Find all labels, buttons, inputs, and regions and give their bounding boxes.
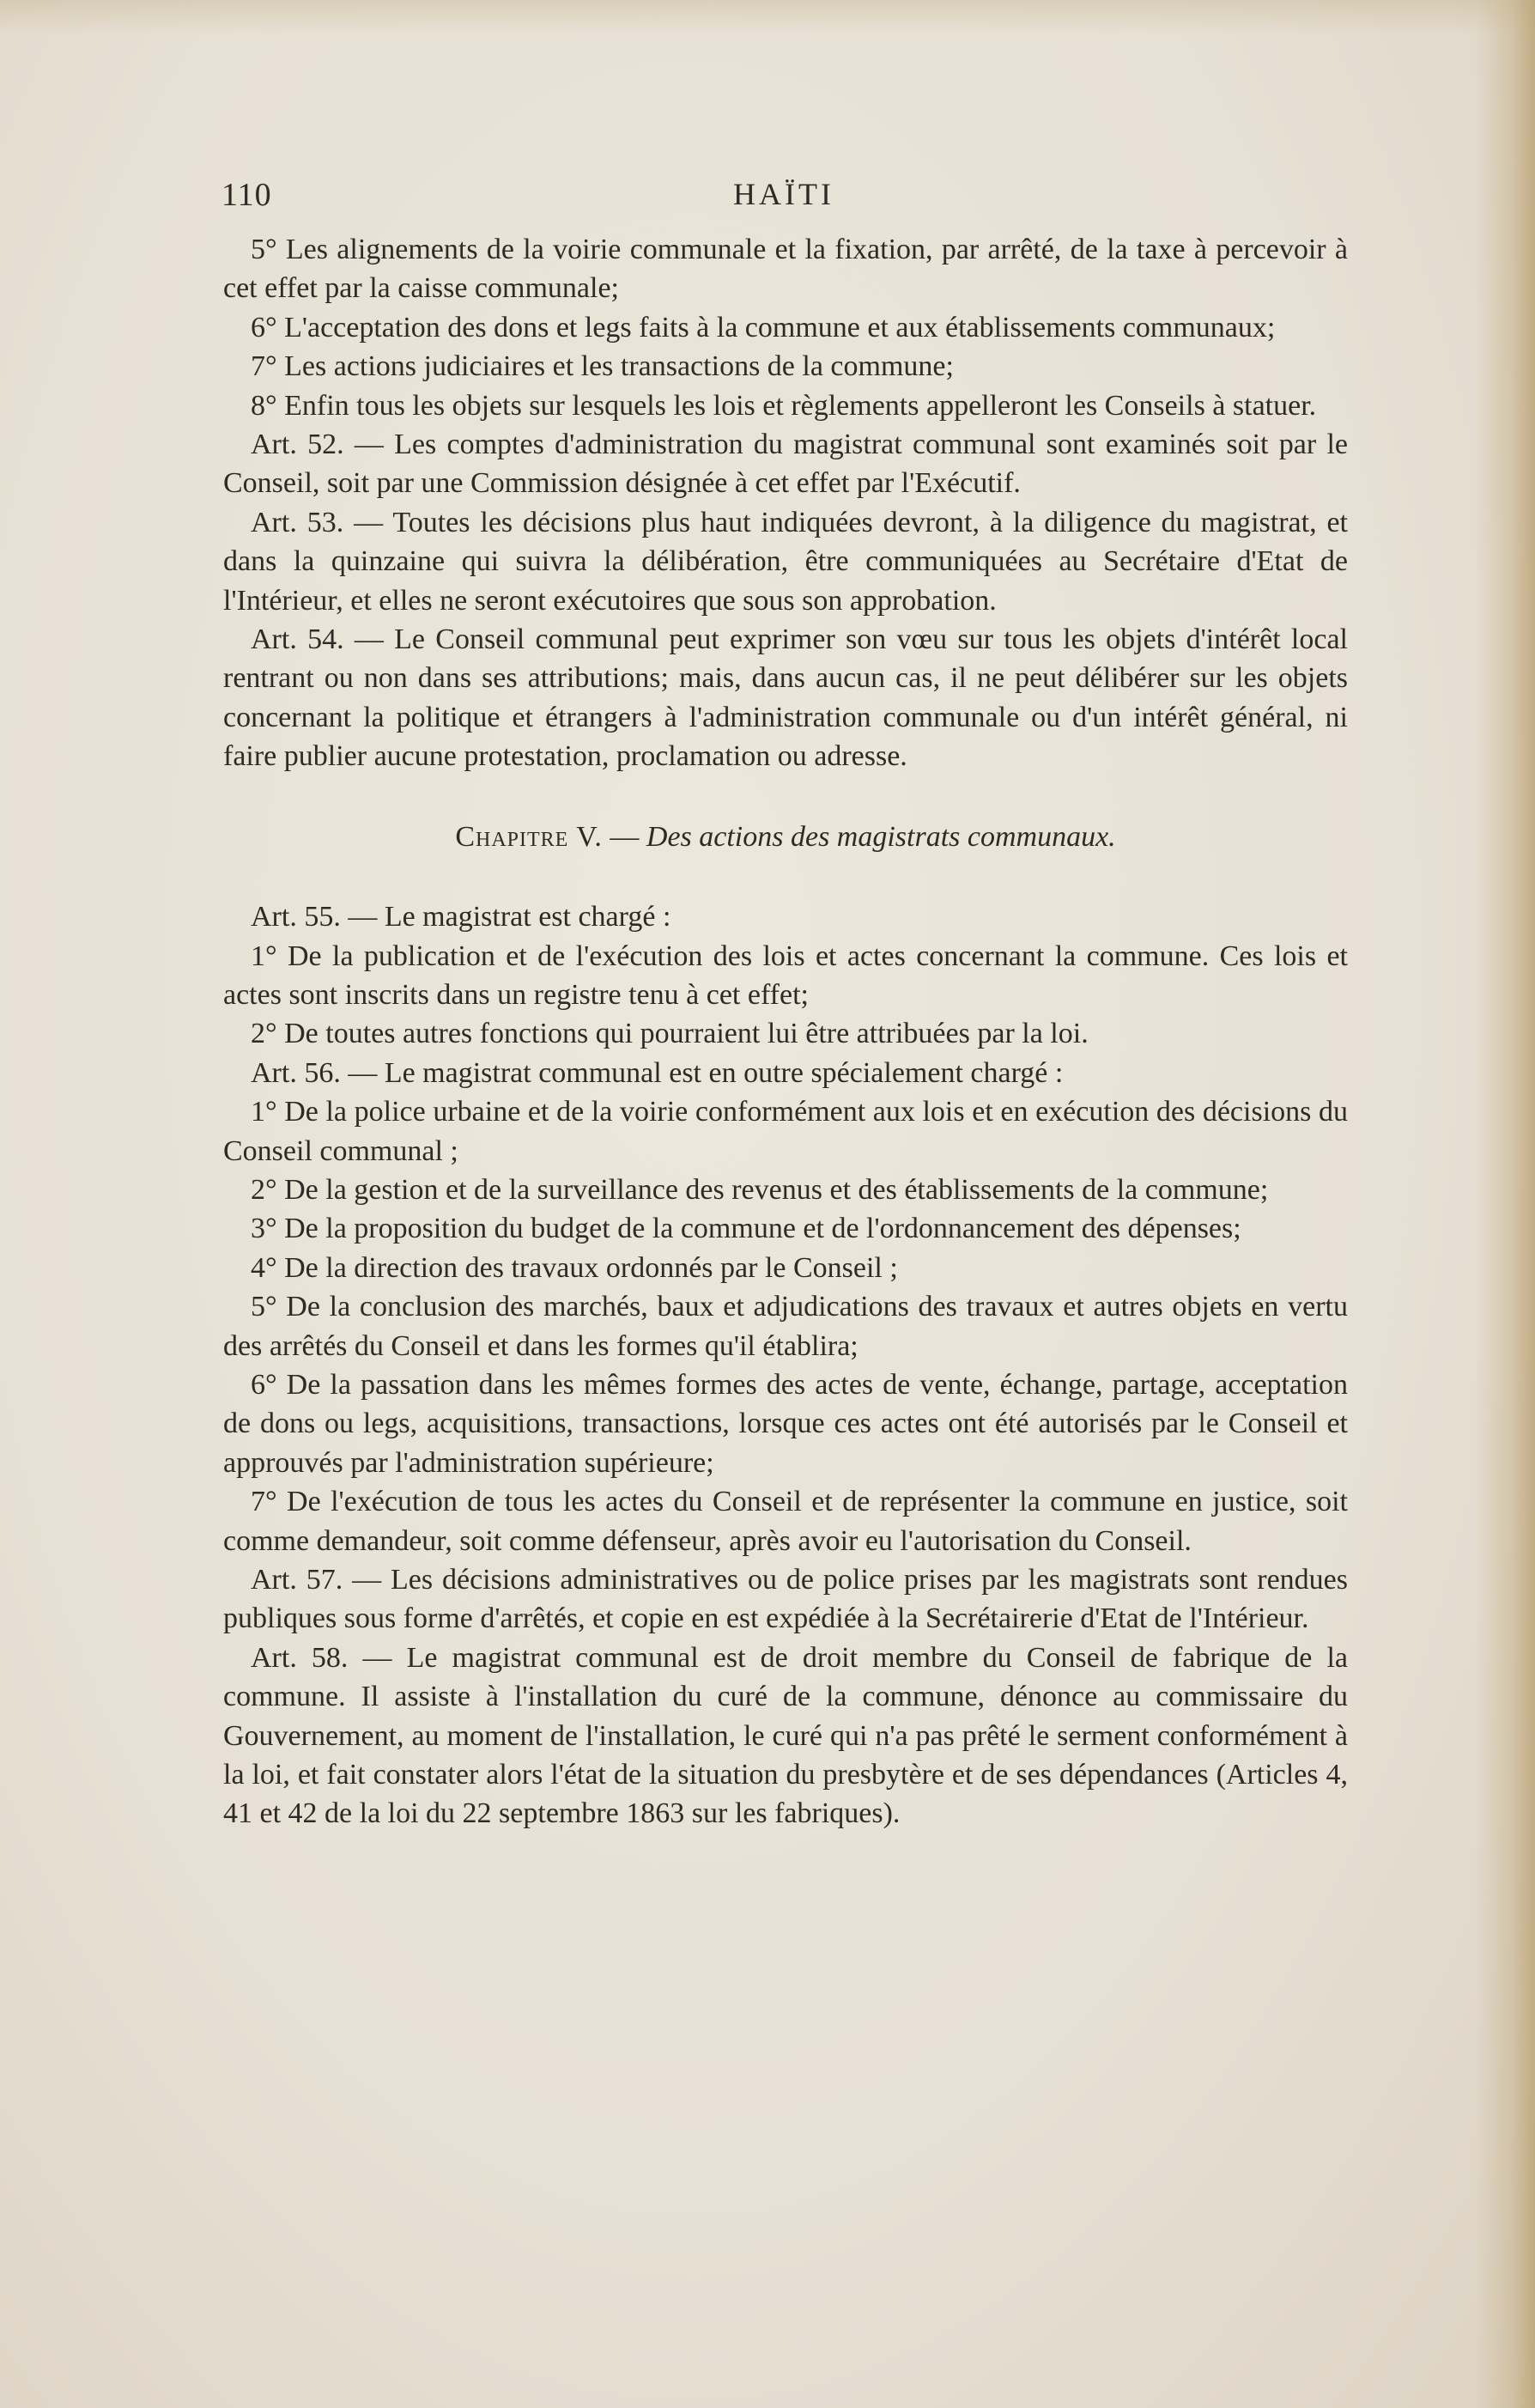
paragraph-art-58: Art. 58. — Le magistrat communal est de droit membre du Conseil de fabrique de la commune. Il assiste à l'installation du curé de la commune, dénonce au commissaire du Gouvernement, au moment de l'installation, le curé qui n'a pas prêté le serment conformément à la loi, et fait constater alors l'état de la situation du presbytère et de ses dépendances (Articles 4, 41 et 42 de la loi du 22 septembre 1863 sur les fabriques). [223,1641,1348,1830]
chapter-label: Chapitre V. [455,820,603,853]
page-body [223,230,1348,1833]
page-header [221,176,1338,219]
paragraph-item-5: 5° Les alignements de la voirie communale et la fixation, par arrêté, de la taxe à percevoir à cet effet par la caisse communale; [223,234,1348,305]
running-title: HAÏTI [733,177,834,211]
paragraph-art-56-item-5: 5° De la conclusion des marchés, baux et adjudications des travaux et autres objets en vertu des arrêtés du Conseil et dans les formes qu'il établira; [223,1291,1348,1362]
paragraph-item-7: 7° Les actions judiciaires et les transactions de la commune; [251,350,954,383]
chapter-title: Des actions des magistrats communaux. [646,820,1116,853]
paragraph-item-6: 6° L'acceptation des dons et legs faits à la commune et aux établissements communaux; [251,311,1276,344]
paragraph-art-56-item-2: 2° De la gestion et de la surveillance des revenus et des établissements de la commune; [251,1173,1269,1206]
chapter-separator: — [602,820,646,853]
paragraph-art-52: Art. 52. — Les comptes d'administration du magistrat communal sont examinés soit par le Conseil, soit par une Commission désignée à cet effet par l'Exécutif. [223,429,1348,500]
paragraph-art-55-item-2: 2° De toutes autres fonctions qui pourraient lui être attribuées par la loi. [251,1018,1089,1050]
paragraph-art-56: Art. 56. — Le magistrat communal est en outre spécialement chargé : [251,1056,1064,1089]
paragraph-art-57: Art. 57. — Les décisions administratives ou de police prises par les magistrats sont rendues publiques sous forme d'arrêtés, et copie en est expédiée à la Secrétairerie d'Etat de l'Intérieur. [223,1564,1348,1635]
page-top-shadow [0,0,1535,34]
paragraph-item-8: 8° Enfin tous les objets sur lesquels les lois et règlements appelleront les Conseils à statuer. [251,389,1317,422]
paragraph-art-56-item-6: 6° De la passation dans les mêmes formes des actes de vente, échange, partage, acceptation de dons ou legs, acquisitions, transactions, lorsque ces actes ont été autorisés par le Conseil et approuvés par l'administration supérieure; [223,1368,1348,1479]
paragraph-art-56-item-7: 7° De l'exécution de tous les actes du Conseil et de représenter la commune en justice, soit comme demandeur, soit comme défenseur, après avoir eu l'autorisation du Conseil. [223,1486,1348,1557]
paragraph-art-55-item-1: 1° De la publication et de l'exécution des lois et actes concernant la commune. Ces lois et actes sont inscrits dans un registre tenu à cet effet; [223,939,1348,1011]
paragraph-art-54: Art. 54. — Le Conseil communal peut exprimer son vœu sur tous les objets d'intérêt local rentrant ou non dans ses attributions; mais, dans aucun cas, il ne peut délibérer sur les objets concernant la politique et étrangers à l'administration communale ou d'un intérêt général, ni faire publier aucune protestation, proclamation ou adresse. [223,623,1348,773]
paragraph-art-56-item-1: 1° De la police urbaine et de la voirie conformément aux lois et en exécution des décisions du Conseil communal ; [223,1096,1348,1167]
paragraph-art-55: Art. 55. — Le magistrat est chargé : [251,901,671,933]
page-number: 110 [221,177,272,213]
paragraph-art-56-item-4: 4° De la direction des travaux ordonnés par le Conseil ; [251,1251,898,1284]
paragraph-art-56-item-3: 3° De la proposition du budget de la commune et de l'ordonnancement des dépenses; [251,1213,1241,1245]
page-edge-shadow [1475,0,1535,2408]
chapter-heading [223,818,1348,856]
paragraph-art-53: Art. 53. — Toutes les décisions plus haut indiquées devront, à la diligence du magistrat, et dans la quinzaine qui suivra la délibération, être communiquées au Secrétaire d'Etat de l'Intérieur, et elles ne seront exécutoires que sous son approbation. [223,506,1348,617]
